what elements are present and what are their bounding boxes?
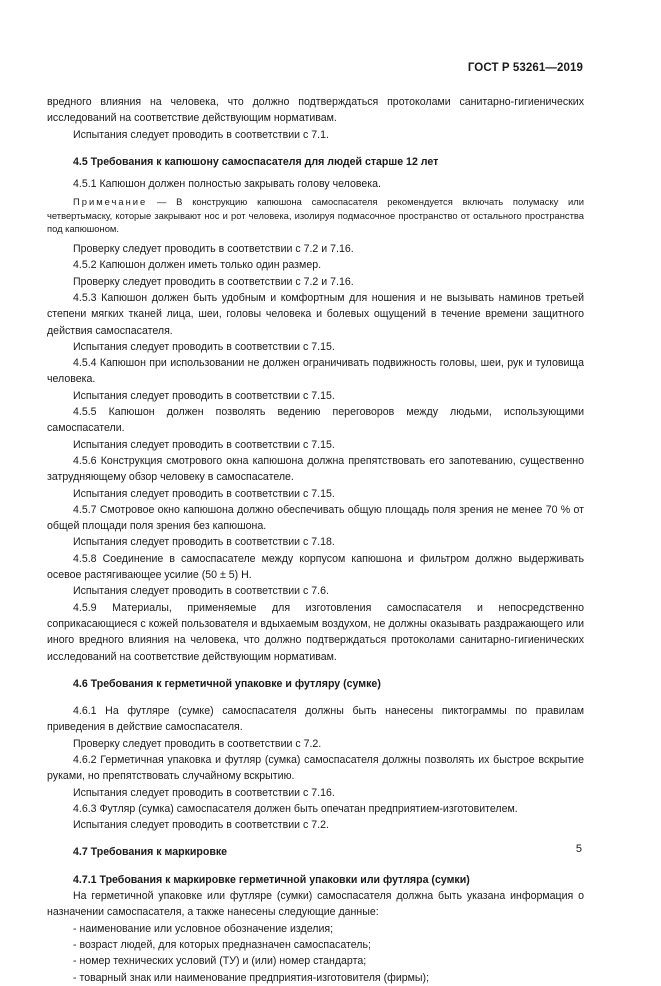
paragraph-text: На герметичной упаковке или футляре (сумки) самоспасателя должна быть указана информация о назначении самоспасателя, а также нанесены следующие данные: <box>47 890 584 919</box>
paragraph-text: 4.5.1 Капюшон должен полностью закрывать голову человека. <box>73 178 381 191</box>
paragraph-text: 4.6 Требования к герметичной упаковке и футляру (сумке) <box>73 677 381 690</box>
paragraph-text: вредного влияния на человека, что должно подтверждаться протоколами санитарно-гигиенических исследований на соответствие действующим нормативам. <box>47 96 584 125</box>
paragraph-text: 4.5.7 Смотровое окно капюшона должно обеспечивать общую площадь поля зрения не менее 70 % от общей площади поля зрения без капюшона. <box>47 503 584 533</box>
paragraph-text: Испытания следует проводить в соответствии с 7.2. <box>73 819 329 832</box>
paragraph-text: Испытания следует проводить в соответствии с 7.15. <box>73 389 335 402</box>
section-heading <box>47 872 584 888</box>
paragraph <box>47 752 584 785</box>
paragraph-text: 4.7 Требования к маркировке <box>73 846 228 859</box>
paragraph <box>47 404 584 437</box>
paragraph-text: 4.5 Требования к капюшону самоспасателя для людей старше 12 лет <box>73 155 439 168</box>
paragraph-text: - номер технических условий (ТУ) и (или) номер стандарта; <box>73 955 367 968</box>
paragraph <box>47 257 584 273</box>
section-heading <box>47 676 584 692</box>
paragraph <box>47 888 584 921</box>
paragraph <box>47 453 584 486</box>
paragraph-text: - товарный знак или наименование предприятия-изготовителя (фирмы); <box>73 971 430 984</box>
paragraph-text: 4.6.1 На футляре (сумке) самоспасателя должны быть нанесены пиктограммы по правилам приведения в действие самоспасателя. <box>47 705 584 734</box>
paragraph-text: Проверку следует проводить в соответствии с 7.2. <box>73 737 322 750</box>
list-item <box>47 953 584 969</box>
paragraph <box>47 241 584 257</box>
paragraph <box>47 339 584 355</box>
paragraph-text: 4.6.3 Футляр (сумка) самоспасателя должен быть опечатан предприятием-изготовителем. <box>73 802 518 815</box>
paragraph-text: 4.5.2 Капюшон должен иметь только один размер. <box>73 259 322 272</box>
page-number: 5 <box>575 843 582 855</box>
paragraph-text: - возраст людей, для которых предназначен самоспасатель; <box>73 938 371 951</box>
paragraph <box>47 274 584 290</box>
paragraph-text: - наименование или условное обозначение изделия; <box>73 922 334 935</box>
paragraph <box>47 355 584 388</box>
paragraph <box>47 600 584 665</box>
paragraph <box>47 486 584 502</box>
paragraph <box>47 551 584 584</box>
section-heading <box>47 844 584 860</box>
document-header: ГОСТ Р 53261—2019 <box>467 62 583 74</box>
paragraph <box>47 176 584 192</box>
paragraph-text: 4.5.8 Соединение в самоспасателе между корпусом капюшона и фильтром должно выдерживать осевое растягивающее усилие (50 ± 5) Н. <box>47 552 584 582</box>
paragraph-text: — В конструкцию капюшона самоспасателя рекомендуется включать полумаску или четвертьмаску, которые закрывают нос и рот человека, изолируя подмасочное пространство от остального пространства под капюшоном. <box>47 196 584 234</box>
paragraph-text: Испытания следует проводить в соответствии с 7.15. <box>73 487 335 500</box>
paragraph-text: Проверку следует проводить в соответствии с 7.2 и 7.16. <box>73 275 354 288</box>
paragraph-text: 4.5.9 Материалы, применяемые для изготовления самоспасателя и непосредственно соприкасающиеся с кожей пользователя и вдыхаемым воздухом, не должны оказывать раздражающего или иного вредного влияния на человека, что должно подтверждаться протоколами санитарно-гигиенических исследований на соответствие действующим нормативам. <box>47 601 584 663</box>
paragraph-text: 4.5.3 Капюшон должен быть удобным и комфортным для ношения и не вызывать наминов третьей степени мягких тканей лица, шеи, головы человека и болевых ощущений в течение времени защитного действия самоспасателя. <box>47 291 584 337</box>
paragraph-text: Испытания следует проводить в соответствии с 7.15. <box>73 340 335 353</box>
paragraph <box>47 785 584 801</box>
list-item <box>47 937 584 953</box>
document-body <box>47 94 584 986</box>
paragraph <box>47 703 584 736</box>
paragraph-text: 4.6.2 Герметичная упаковка и футляр (сумка) самоспасателя должны позволять их быстрое вскрытие руками, но препятствовать случайному вскрытию. <box>47 754 584 783</box>
paragraph <box>47 534 584 550</box>
paragraph <box>47 502 584 535</box>
paragraph <box>47 801 584 817</box>
paragraph-text: Испытания следует проводить в соответствии с 7.1. <box>73 128 329 141</box>
paragraph-text: 4.7.1 Требования к маркировке герметичной упаковки или футляра (сумки) <box>73 873 470 886</box>
paragraph <box>47 290 584 339</box>
note-label: Примечание <box>73 196 148 208</box>
list-item <box>47 970 584 986</box>
paragraph-text: Проверку следует проводить в соответствии с 7.2 и 7.16. <box>73 243 354 256</box>
paragraph-text: Испытания следует проводить в соответствии с 7.15. <box>73 438 335 451</box>
paragraph <box>47 817 584 833</box>
paragraph-text: Испытания следует проводить в соответствии с 7.18. <box>73 536 335 549</box>
paragraph <box>47 94 584 127</box>
paragraph <box>47 736 584 752</box>
paragraph-text: Испытания следует проводить в соответствии с 7.16. <box>73 786 335 799</box>
section-heading <box>47 154 584 170</box>
paragraph-text: 4.5.5 Капюшон должен позволять ведению переговоров между людьми, использующими самоспасатели. <box>47 406 584 435</box>
paragraph-text: 4.5.6 Конструкция смотрового окна капюшона должна препятствовать его запотеванию, существенно затрудняющему обзор человеку в самоспасателе. <box>47 454 584 484</box>
note-paragraph <box>47 195 584 235</box>
paragraph <box>47 127 584 143</box>
paragraph <box>47 437 584 453</box>
paragraph <box>47 583 584 599</box>
paragraph-text: 4.5.4 Капюшон при использовании не должен ограничивать подвижность головы, шеи, рук и туловища человека. <box>47 357 584 386</box>
paragraph <box>47 388 584 404</box>
paragraph-text: Испытания следует проводить в соответствии с 7.6. <box>73 585 329 598</box>
